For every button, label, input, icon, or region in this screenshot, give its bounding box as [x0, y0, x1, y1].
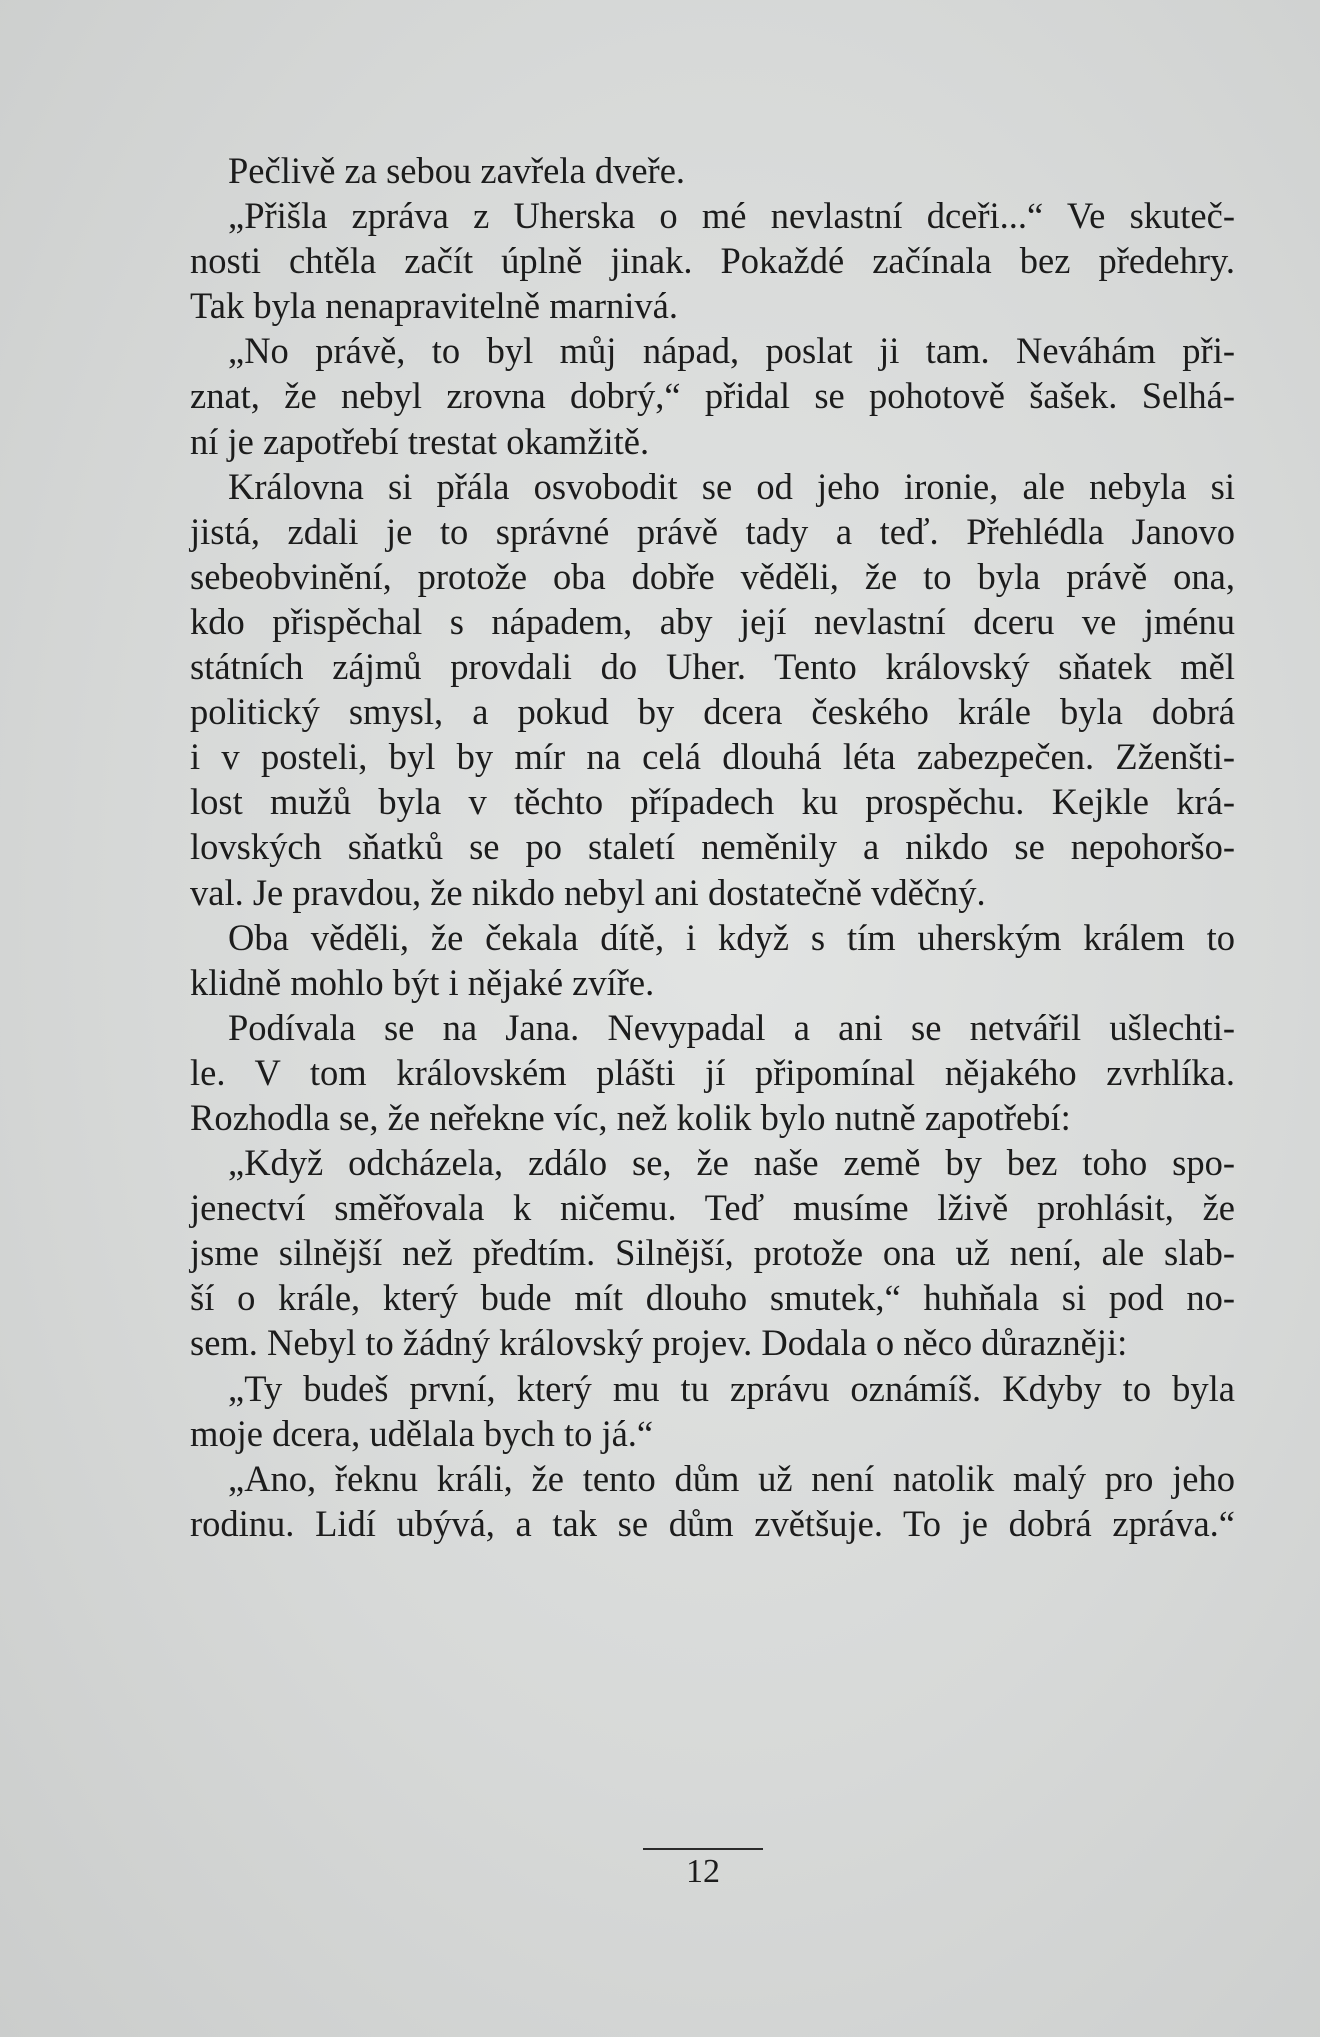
text-line: Podívala se na Jana. Nevypadal a ani se netvářil ušlechti- — [228, 1006, 1235, 1048]
text-line: sem. Nebyl to žádný královský projev. Dodala o něco důrazněji: — [190, 1322, 1128, 1364]
text-line: jenectví směřovala k ničemu. Teď musíme lživě prohlásit, že — [190, 1187, 1235, 1229]
text-line: nosti chtěla začít úplně jinak. Pokaždé začínala bez předehry. — [190, 240, 1235, 282]
text-line: lovských sňatků se po staletí neměnily a nikdo se nepohoršo- — [190, 826, 1235, 868]
text-line: Tak byla nenapravitelně marnivá. — [190, 285, 678, 327]
text-line: znat, že nebyl zrovna dobrý,“ přidal se pohotově šašek. Selhá- — [190, 375, 1235, 417]
text-line: rodinu. Lidí ubývá, a tak se dům zvětšuje. To je dobrá zpráva.“ — [190, 1502, 1235, 1544]
text-line: i v posteli, byl by mír na celá dlouhá léta zabezpečen. Zženšti- — [190, 736, 1235, 778]
text-line: „No právě, to byl můj nápad, poslat ji tam. Neváhám při- — [228, 330, 1235, 372]
text-line: „Přišla zpráva z Uherska o mé nevlastní dceři...“ Ve skuteč- — [228, 195, 1235, 237]
text-line: moje dcera, udělala bych to já.“ — [190, 1412, 654, 1454]
text-line: lost mužů byla v těchto případech ku prospěchu. Kejkle krá- — [190, 781, 1235, 823]
text-line: „Ano, řeknu králi, že tento dům už není natolik malý pro jeho — [228, 1457, 1235, 1499]
text-line: jistá, zdali je to správné právě tady a teď. Přehlédla Janovo — [190, 510, 1235, 552]
text-line: „Když odcházela, zdálo se, že naše země by bez toho spo- — [228, 1142, 1235, 1184]
text-line: ní je zapotřebí trestat okamžitě. — [190, 420, 650, 462]
text-line: Královna si přála osvobodit se od jeho ironie, ale nebyla si — [228, 465, 1235, 507]
text-line: politický smysl, a pokud by dcera českého krále byla dobrá — [190, 691, 1235, 733]
text-line: kdo přispěchal s nápadem, aby její nevlastní dceru ve jménu — [190, 600, 1235, 642]
body-text — [190, 148, 1235, 1546]
page-footer — [643, 1848, 763, 1892]
text-line: jsme silnější než předtím. Silnější, protože ona už není, ale slab- — [190, 1232, 1235, 1274]
page-number: 12 — [686, 1853, 720, 1890]
text-line: le. V tom královském plášti jí připomínal nějakého zvrhlíka. — [190, 1051, 1235, 1093]
text-line: Oba věděli, že čekala dítě, i když s tím uherským králem to — [228, 916, 1235, 958]
text-line: Rozhodla se, že neřekne víc, než kolik bylo nutně zapotřebí: — [190, 1096, 1071, 1138]
text-line: val. Je pravdou, že nikdo nebyl ani dostatečně vděčný. — [190, 871, 986, 913]
text-line: klidně mohlo být i nějaké zvíře. — [190, 961, 655, 1003]
text-line: „Ty budeš první, který mu tu zprávu oznámíš. Kdyby to byla — [228, 1367, 1235, 1409]
text-line: státních zájmů provdali do Uher. Tento královský sňatek měl — [190, 646, 1235, 688]
text-line: sebeobvinění, protože oba dobře věděli, že to byla právě ona, — [190, 555, 1235, 597]
text-line: Pečlivě za sebou zavřela dveře. — [228, 150, 686, 191]
footer-rule — [643, 1848, 763, 1850]
text-line: ší o krále, který bude mít dlouho smutek,“ huhňala si pod no- — [190, 1277, 1235, 1319]
